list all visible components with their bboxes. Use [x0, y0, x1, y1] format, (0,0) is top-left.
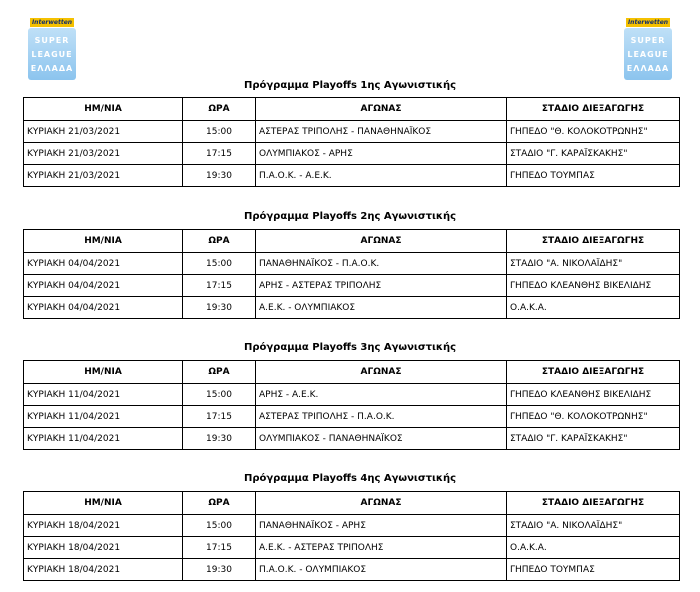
- header-time: ΩΡΑ: [183, 98, 256, 121]
- header-match: ΑΓΩΝΑΣ: [256, 230, 507, 253]
- table-header-row: [24, 361, 680, 384]
- table-header-row: [24, 98, 680, 121]
- cell-date: ΚΥΡΙΑΚΗ 21/03/2021: [24, 165, 183, 187]
- logo-line: SUPER: [630, 36, 666, 45]
- cell-time: 17:15: [183, 275, 256, 297]
- cell-time: 19:30: [183, 428, 256, 450]
- header-match: ΑΓΩΝΑΣ: [256, 361, 507, 384]
- header-venue: ΣΤΑΔΙΟ ΔΙΕΞΑΓΩΓΗΣ: [507, 230, 680, 253]
- table-row: [24, 406, 680, 428]
- cell-match: Α.Ε.Κ. - ΟΛΥΜΠΙΑΚΟΣ: [256, 297, 507, 319]
- cell-match: Π.Α.Ο.Κ. - Α.Ε.Κ.: [256, 165, 507, 187]
- logo-line: ΕΛΛΑΔΑ: [626, 64, 670, 73]
- cell-match: ΠΑΝΑΘΗΝΑΪΚΟΣ - Π.Α.Ο.Κ.: [256, 253, 507, 275]
- header-date: ΗΜ/ΝΙΑ: [24, 492, 183, 515]
- cell-time: 17:15: [183, 537, 256, 559]
- cell-time: 15:00: [183, 253, 256, 275]
- cell-venue: Ο.Α.Κ.Α.: [507, 297, 680, 319]
- logo-line: LEAGUE: [31, 50, 73, 59]
- cell-date: ΚΥΡΙΑΚΗ 04/04/2021: [24, 275, 183, 297]
- cell-time: 15:00: [183, 121, 256, 143]
- cell-match: ΠΑΝΑΘΗΝΑΪΚΟΣ - ΑΡΗΣ: [256, 515, 507, 537]
- cell-match: ΟΛΥΜΠΙΑΚΟΣ - ΑΡΗΣ: [256, 143, 507, 165]
- cell-time: 19:30: [183, 165, 256, 187]
- cell-date: ΚΥΡΙΑΚΗ 21/03/2021: [24, 121, 183, 143]
- table-row: [24, 428, 680, 450]
- cell-venue: ΓΗΠΕΔΟ "Θ. ΚΟΛΟΚΟΤΡΩΝΗΣ": [507, 406, 680, 428]
- cell-venue: ΣΤΑΔΙΟ "Α. ΝΙΚΟΛΑΪΔΗΣ": [507, 253, 680, 275]
- table-row: [24, 384, 680, 406]
- table-row: [24, 253, 680, 275]
- cell-date: ΚΥΡΙΑΚΗ 21/03/2021: [24, 143, 183, 165]
- cell-date: ΚΥΡΙΑΚΗ 18/04/2021: [24, 537, 183, 559]
- header-match: ΑΓΩΝΑΣ: [256, 492, 507, 515]
- cell-match: ΑΣΤΕΡΑΣ ΤΡΙΠΟΛΗΣ - Π.Α.Ο.Κ.: [256, 406, 507, 428]
- round-2-title: Πρόγραμμα Playoffs 2ης Αγωνιστικής: [243, 211, 457, 222]
- cell-match: ΟΛΥΜΠΙΑΚΟΣ - ΠΑΝΑΘΗΝΑΪΚΟΣ: [256, 428, 507, 450]
- table-row: [24, 143, 680, 165]
- cell-time: 19:30: [183, 559, 256, 581]
- table-row: [24, 537, 680, 559]
- table-row: [24, 297, 680, 319]
- round-2-table: [23, 229, 680, 319]
- header-date: ΗΜ/ΝΙΑ: [24, 361, 183, 384]
- header-time: ΩΡΑ: [183, 230, 256, 253]
- round-3-title: Πρόγραμμα Playoffs 3ης Αγωνιστικής: [243, 342, 457, 353]
- table-header-row: [24, 492, 680, 515]
- cell-match: ΑΡΗΣ - Α.Ε.Κ.: [256, 384, 507, 406]
- cell-venue: ΓΗΠΕΔΟ ΚΛΕΑΝΘΗΣ ΒΙΚΕΛΙΔΗΣ: [507, 275, 680, 297]
- round-1-title: Πρόγραμμα Playoffs 1ης Αγωνιστικής: [243, 80, 457, 91]
- round-1-table: [23, 97, 680, 187]
- table-header-row: [24, 230, 680, 253]
- round-4-title: Πρόγραμμα Playoffs 4ης Αγωνιστικής: [243, 473, 457, 484]
- logo-badge: [624, 28, 672, 80]
- cell-venue: ΣΤΑΔΙΟ "Α. ΝΙΚΟΛΑΪΔΗΣ": [507, 515, 680, 537]
- header-date: ΗΜ/ΝΙΑ: [24, 98, 183, 121]
- cell-time: 17:15: [183, 143, 256, 165]
- cell-date: ΚΥΡΙΑΚΗ 04/04/2021: [24, 253, 183, 275]
- cell-venue: ΣΤΑΔΙΟ "Γ. ΚΑΡΑΪΣΚΑΚΗΣ": [507, 143, 680, 165]
- table-row: [24, 275, 680, 297]
- cell-date: ΚΥΡΙΑΚΗ 04/04/2021: [24, 297, 183, 319]
- header-time: ΩΡΑ: [183, 361, 256, 384]
- round-4-table: [23, 491, 680, 581]
- header-match: ΑΓΩΝΑΣ: [256, 98, 507, 121]
- cell-date: ΚΥΡΙΑΚΗ 18/04/2021: [24, 559, 183, 581]
- cell-venue: ΓΗΠΕΔΟ ΤΟΥΜΠΑΣ: [507, 559, 680, 581]
- cell-date: ΚΥΡΙΑΚΗ 11/04/2021: [24, 384, 183, 406]
- logo-brand-text: Interwetten: [31, 19, 73, 26]
- cell-time: 15:00: [183, 384, 256, 406]
- logo-line: SUPER: [34, 36, 70, 45]
- table-row: [24, 559, 680, 581]
- table-row: [24, 121, 680, 143]
- logo-badge: [28, 28, 76, 80]
- header-date: ΗΜ/ΝΙΑ: [24, 230, 183, 253]
- cell-match: ΑΣΤΕΡΑΣ ΤΡΙΠΟΛΗΣ - ΠΑΝΑΘΗΝΑΪΚΟΣ: [256, 121, 507, 143]
- cell-match: Π.Α.Ο.Κ. - ΟΛΥΜΠΙΑΚΟΣ: [256, 559, 507, 581]
- cell-time: 19:30: [183, 297, 256, 319]
- cell-venue: Ο.Α.Κ.Α.: [507, 537, 680, 559]
- cell-date: ΚΥΡΙΑΚΗ 11/04/2021: [24, 406, 183, 428]
- cell-venue: ΓΗΠΕΔΟ ΤΟΥΜΠΑΣ: [507, 165, 680, 187]
- logo-brand-text: Interwetten: [627, 19, 669, 26]
- cell-date: ΚΥΡΙΑΚΗ 18/04/2021: [24, 515, 183, 537]
- header-venue: ΣΤΑΔΙΟ ΔΙΕΞΑΓΩΓΗΣ: [507, 361, 680, 384]
- logo-line: LEAGUE: [627, 50, 669, 59]
- cell-venue: ΣΤΑΔΙΟ "Γ. ΚΑΡΑΪΣΚΑΚΗΣ": [507, 428, 680, 450]
- super-league-logo-left: [26, 18, 78, 80]
- header-venue: ΣΤΑΔΙΟ ΔΙΕΞΑΓΩΓΗΣ: [507, 98, 680, 121]
- table-row: [24, 515, 680, 537]
- cell-date: ΚΥΡΙΑΚΗ 11/04/2021: [24, 428, 183, 450]
- header-time: ΩΡΑ: [183, 492, 256, 515]
- cell-venue: ΓΗΠΕΔΟ ΚΛΕΑΝΘΗΣ ΒΙΚΕΛΙΔΗΣ: [507, 384, 680, 406]
- round-3-table: [23, 360, 680, 450]
- table-row: [24, 165, 680, 187]
- cell-match: Α.Ε.Κ. - ΑΣΤΕΡΑΣ ΤΡΙΠΟΛΗΣ: [256, 537, 507, 559]
- cell-match: ΑΡΗΣ - ΑΣΤΕΡΑΣ ΤΡΙΠΟΛΗΣ: [256, 275, 507, 297]
- cell-time: 15:00: [183, 515, 256, 537]
- cell-time: 17:15: [183, 406, 256, 428]
- logo-line: ΕΛΛΑΔΑ: [30, 64, 74, 73]
- header-venue: ΣΤΑΔΙΟ ΔΙΕΞΑΓΩΓΗΣ: [507, 492, 680, 515]
- cell-venue: ΓΗΠΕΔΟ "Θ. ΚΟΛΟΚΟΤΡΩΝΗΣ": [507, 121, 680, 143]
- super-league-logo-right: [622, 18, 674, 80]
